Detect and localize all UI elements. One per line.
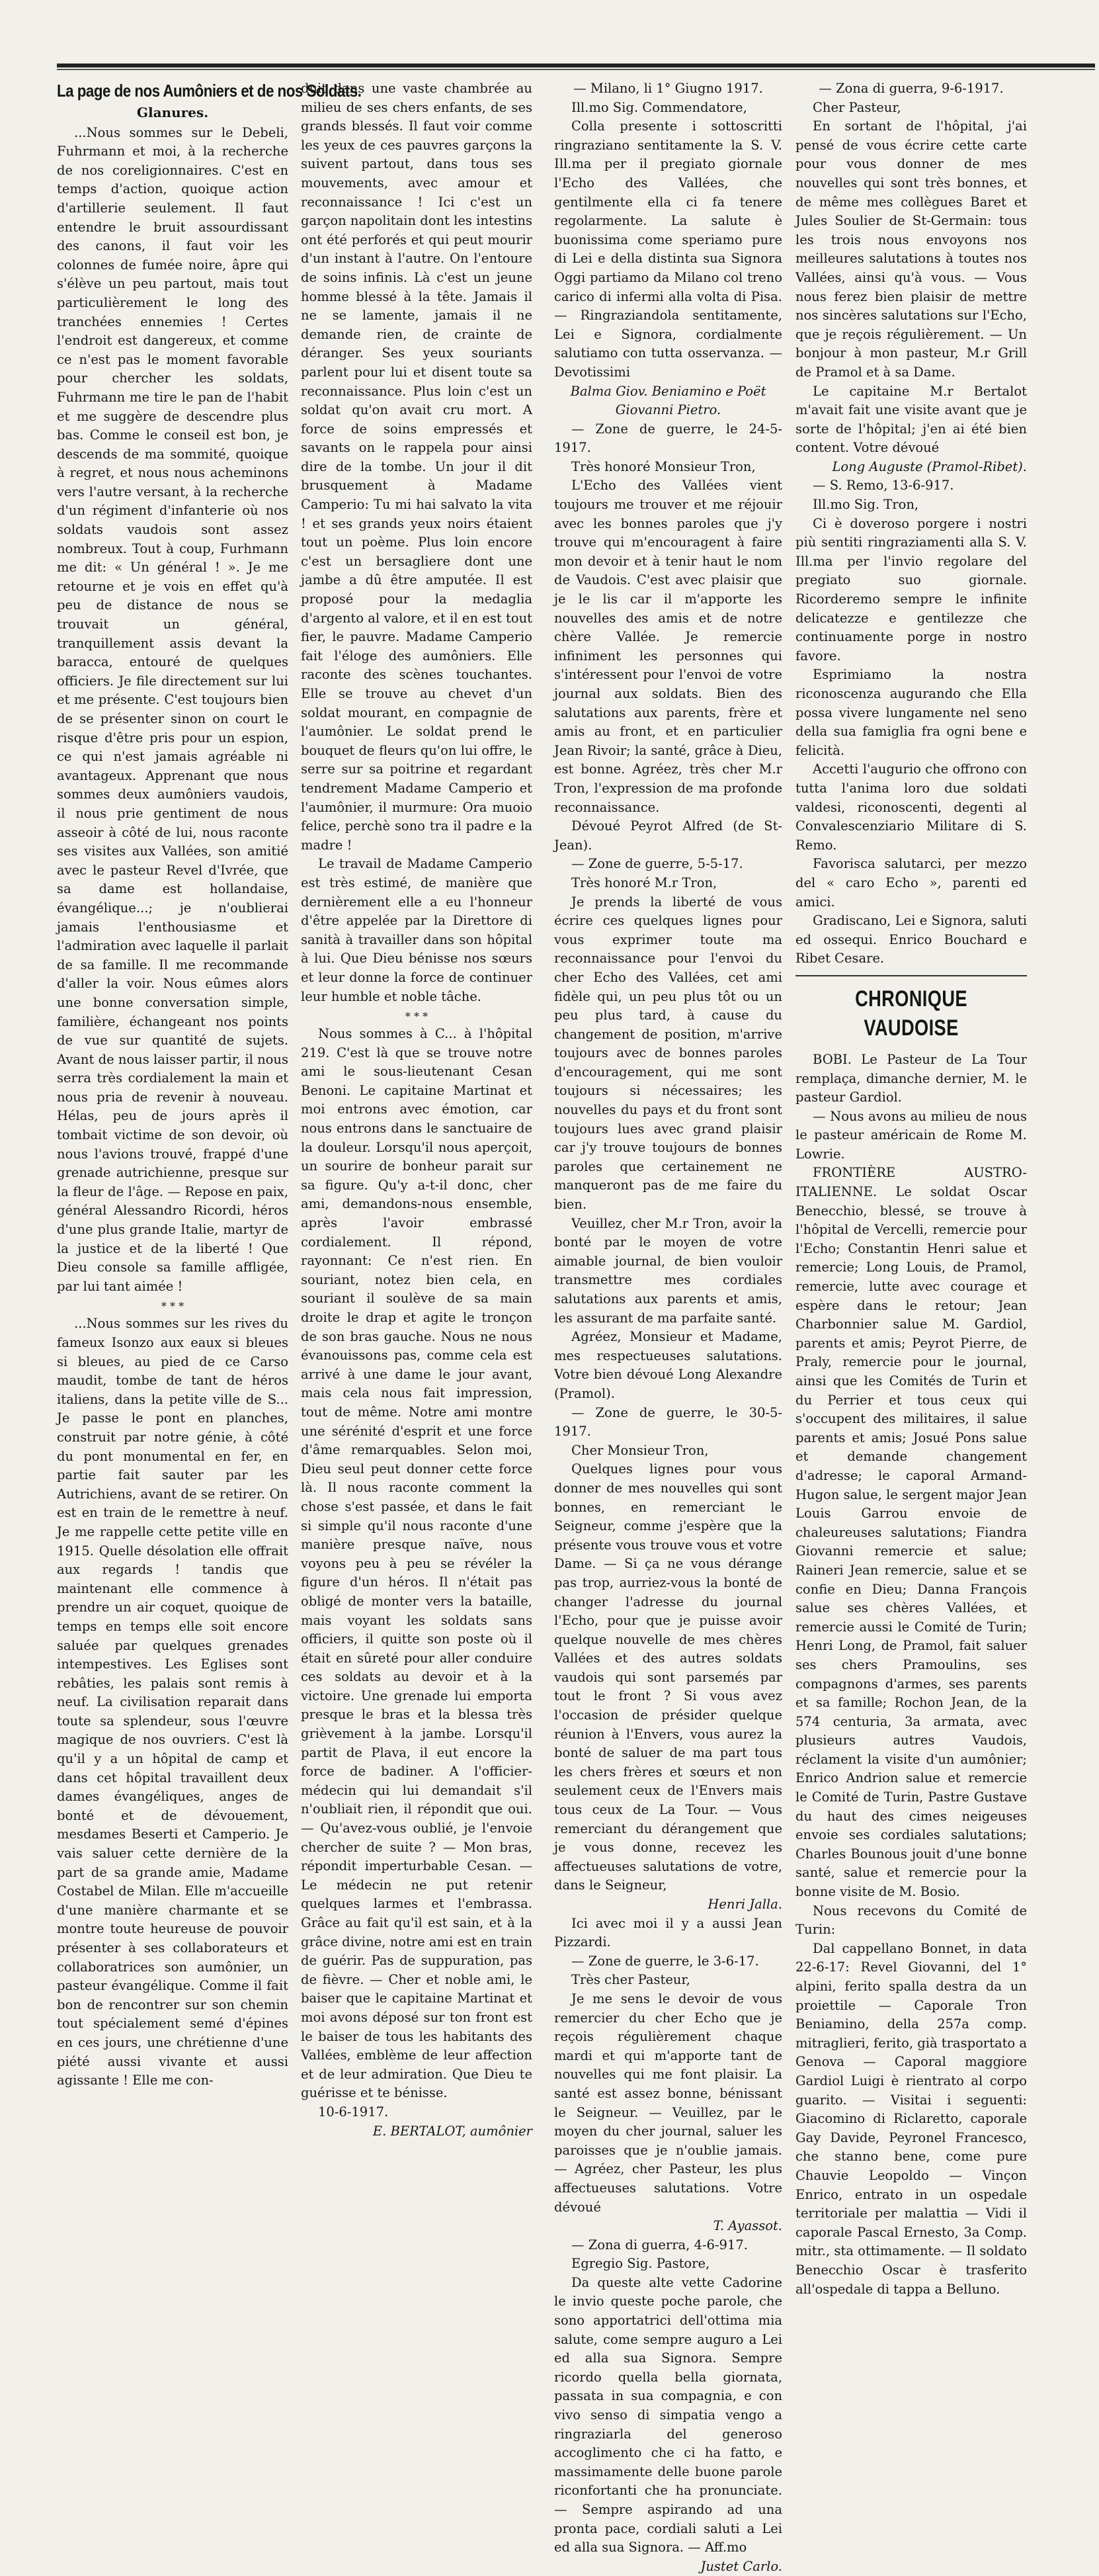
letter-dateline: — Zone de guerre, le 30-5-1917. bbox=[554, 1404, 782, 1439]
letter-signature: Balma Giov. Beniamino e Poët Giovanni Pietro. bbox=[570, 383, 766, 418]
letter-signature: T. Ayassot. bbox=[713, 2218, 782, 2234]
top-rule-thin bbox=[57, 69, 1095, 70]
letter-body: Ci è doveroso porgere i nostri più sentiti ringraziamenti alla S. V. Ill.ma per l'invio regolare del pregiato suo giornale. Ricorderemo sempre le infinite delicatezze e gentilezze che continuamente porge in nostro favore. bbox=[795, 515, 1027, 664]
column-2 bbox=[301, 79, 532, 2141]
letter-body: Ici avec moi il y a aussi Jean Pizzardi. bbox=[554, 1915, 782, 1950]
section-heading-chronique: CHRONIQUE VAUDOISE bbox=[855, 986, 967, 1041]
paragraph: Nous sommes à C... à l'hôpital 219. C'est là que se trouve notre ami le sous-lieutenant Cesan Benoni. Le capitaine Martinat et moi entrons avec émotion, car nous entrons dans le sanctuaire de la douleur. Lorsqu'il nous aperçoit, un sourire de bonheur parait sur sa figure. Qu'y a-t-il donc, cher ami, demandons-nous ensemble, après l'avoir embrassé cordialement. Il répond, rayonnant: Ce n'est rien. En souriant, notez bien cela, en souriant il soulève de sa main droite le drap et agite le tronçon de son bras gauche. Nous ne nous évanouissons pas, comme cela est arrivé à une dame le jour avant, mais cela nous fait impression, tout de même. Notre ami montre une sérénité d'esprit et une force d'âme remarquables. Selon moi, Dieu seul peut donner cette force là. Il nous raconte comment la chose s'est passée, et dans le fait si simple qu'il nous raconte d'une manière presque naïve, nous voyons peu à peu se révéler la figure d'un héros. Il n'était pas obligé de monter vers la bataille, mais voyant les soldats sans officiers, il quitte son poste où il était en sûreté pour aller conduire ces soldats au devoir et à la victoire. Une grenade lui emporta presque le bras et la blessa très grièvement à la jambe. Lorsqu'il partit de Plava, il eut encore la force de badiner. A l'officier-médecin qui lui demandait s'il n'oubliait rien, il répondit que oui. — Qu'avez-vous oublié, je l'envoie chercher de suite ? — Mon bras, répondit imperturbable Cesan. — Le médecin ne put retenir quelques larmes et l'embrassa. Grâce au fait qu'il est sain, et à la grâce divine, notre ami est en train de guérir. Pas de suppuration, pas de fièvre. — Cher et noble ami, le baiser que le capitaine Martinat et moi avons déposé sur ton front est le baiser de tous les habitants des Vallées, emblème de leur affection et de leur admiration. Que Dieu te guérisse et te bénisse. bbox=[301, 1026, 532, 2101]
paragraph: ...Nous sommes sur le Debeli, Fuhrmann et moi, à la recherche de nos coreligionnaires. C'est en temps d'action, quoique action d'artillerie seulement. Il faut entendre le bruit assourdissant des canons, il faut voir les colonnes de fumée noire, âpre qui s'élève un peu partout, mais tout particulièrement le long des tranchées ennemies ! Certes l'endroit est dangereux, et comme ce n'est pas le moment favorable pour chercher les soldats, Fuhrmann me tire le pan de l'habit et me suggère de descendre plus bas. Comme le conseil est bon, je descends de ma sommité, quoique à regret, et nous nous acheminons vers l'autre versant, à la recherche d'un régiment d'infanterie où nos soldats vaudois sont assez nombreux. Tout à coup, Furhmann me dit: « Un général ! ». Je me retourne et je vois en effet qu'à peu de distance de nous se trouvait un général, tranquillement assis devant la baracca, entouré de quelques officiers. Je file directement sur lui et me présente. C'est toujours bien de se présenter sinon on court le risque d'être pris pour un espion, ce qui n'est jamais agréable ni avantageux. Apprenant que nous sommes deux aumôniers vaudois, il nous prie gentiment de nous asseoir à côté de lui, nous raconte ses visites aux Vallées, son amitié avec le pasteur Revel d'Ivrée, que sa dame est hollandaise, évangélique...; je n'oublierai jamais l'enthousiasme et l'admiration avec laquelle il parlait de sa famille. Il me recommande d'aller la voir. Nous eûmes alors une bonne conversation simple, familière, échangeant nos points de vue sur quantité de sujets. Avant de nous laisser partir, il nous serra très cordialement la main et nous pria de revenir à nouveau. Hélas, peu de jours après il tombait victime de son devoir, où nous l'avions trouvé, frappé d'une grenade autrichienne, presque sur la fleur de l'âge. — Repose en paix, général Alessandro Ricordi, héros d'une plus grande Italie, martyr de la justice et de la liberté ! Que Dieu console sa famille affligée, par lui tant aimée ! bbox=[57, 124, 288, 1294]
letter-salutation: Très honoré M.r Tron, bbox=[571, 875, 717, 890]
news-item: Dal cappellano Bonnet, in data 22-6-17: Revel Giovanni, del 1° alpini, ferito spalla destra da un proiettile — Caporale Tron Beniamino, della 257a comp. mitraglieri, ferito, già trasportato a Genova — Caporal maggiore Gardiol Luigi è rientrato al corpo guarito. — Visitai i seguenti: Giacomino di Riclaretto, caporale Gay Davide, Peyronel Francesco, che stanno bene, come pure Chauvie Leopoldo — Vinçon Enrico, entrato in un ospedale territoriale per malattia — Vidi il caporale Pascal Ernesto, 3a Comp. mitr., sta ottimamente. — Il soldato Benecchio Oscar è trasferito all'ospedale di tappa a Belluno. bbox=[795, 1940, 1027, 2297]
letter-body: Je prends la liberté de vous écrire ces quelques lignes pour vous exprimer toute ma reconnaissance pour l'envoi du cher Echo des Vallées, cet ami fidèle qui, un peu plus tôt ou un peu plus tard, à cause du changement de position, m'arrive toujours avec de bonnes paroles d'encouragement, qui me sont toujours si nécessaires; les nouvelles du pays et du front sont toujours lues avec grand plaisir car j'y trouve toujours de bonnes paroles que certainement ne manqueront pas de me faire du bien. bbox=[554, 894, 782, 1213]
dateline: 10-6-1917. bbox=[318, 2104, 389, 2120]
paragraph: ...Nous sommes sur les rives du fameux Isonzo aux eaux si bleues si bleues, au pied de ce Carso maudit, tombe de tant de héros italiens, dans la petite ville de S... Je passe le pont en planches, construit par notre génie, à côté du pont monumental en fer, en partie fait sauter par les Autrichiens, avant de se retirer. On est en train de le remettre à neuf. Je me rappelle cette petite ville en 1915. Quelle désolation elle offrait aux regards ! tandis que maintenant elle commence à prendre un air coquet, quoique de temps en temps elle soit encore saluée par quelques grenades intempestives. Les Eglises sont rebâties, les palais sont remis à neuf. La civilisation reparait dans toute sa splendeur, sous l'œuvre magique de nos ouvriers. C'est là qu'il y a un hôpital de camp et dans cet hôpital travaillent deux dames évangéliques, anges de bonté et de dévouement, mesdames Beserti et Camperio. Je vais saluer cette dernière de la part de sa grande amie, Madame Costabel de Milan. Elle m'accueille d'une manière charmante et se montre toute heureuse de pouvoir présenter à ses collaborateurs et collaboratrices son aumônier, un pasteur évangélique. Comme il fait bon de rencontrer sur son chemin tout spécialement semé d'épines en ces jours, une chrétienne d'une piété aussi vivante et aussi agissante ! Elle me con- bbox=[57, 1316, 288, 2088]
letter-body: Agréez, Monsieur et Madame, mes respectueuses salutations. Votre bien dévoué Long Alexandre (Pramol). bbox=[554, 1329, 782, 1401]
top-rule bbox=[57, 64, 1095, 67]
letter-salutation: Très honoré Monsieur Tron, bbox=[571, 458, 756, 474]
letter-body: Quelques lignes pour vous donner de mes nouvelles qui sont bonnes, en remerciant le Seigneur, comme j'espère que la présente vous trouve vous et votre Dame. — Si ça ne vous dérange pas trop, aurriez-vous la bonté de changer l'adresse du journal l'Echo, pour que je puisse avoir quelque nouvelle de mes chères Vallées et des autres soldats vaudois qui sont parsemés par tout le front ? Si vous avez l'occasion de présider quelque réunion à l'Envers, vous aurez la bonté de saluer de ma part tous les chers frères et sœurs et non seulement ceux de l'Envers mais tous ceux de La Tour. — Vous remerciant du dérangement que je vous donne, recevez les affectueuses salutations de votre, dans le Seigneur, bbox=[554, 1461, 782, 1893]
letter-salutation: Egregio Sig. Pastore, bbox=[571, 2256, 710, 2272]
letter-salutation: Cher Monsieur Tron, bbox=[571, 1442, 709, 1458]
letter-dateline: — Zone de guerre, 5-5-17. bbox=[571, 856, 743, 872]
letter-dateline: — Zone de guerre, le 24-5-1917. bbox=[554, 421, 782, 456]
letter-body: Veuillez, cher M.r Tron, avoir la bonté par le moyen de votre aimable journal, de bien vouloir transmettre mes cordiales salutations aux parents et amis, les assurant de ma parfaite santé. bbox=[554, 1215, 782, 1326]
letter-dateline: — Zone de guerre, le 3-6-17. bbox=[571, 1953, 759, 1969]
column-4 bbox=[795, 79, 1027, 2299]
letter-body: Favorisca salutarci, per mezzo del « caro Echo », parenti ed amici. bbox=[795, 856, 1027, 910]
letter-dateline: — Zona di guerra, 9-6-1917. bbox=[819, 81, 1004, 96]
column-1 bbox=[57, 79, 362, 2090]
letter-body: Je me sens le devoir de vous remercier du cher Echo que je reçois régulièrement chaque mardi et qui m'apporte tant de nouvelles qui me font plaisir. La santé est assez bonne, bénissant le Seigneur. — Veuillez, par le moyen du cher journal, saluer les paroisses que je n'oublie jamais. — Agréez, cher Pasteur, les plus affectueuses salutations. Votre dévoué bbox=[554, 1991, 782, 2215]
news-item: BOBI. Le Pasteur de La Tour remplaça, dimanche dernier, M. le pasteur Gardiol. bbox=[795, 1051, 1027, 1105]
paragraph: Le travail de Madame Camperio est très estimé, de manière que dernièrement elle a eu l'honneur d'être appelée par la Direttore di sanità à travailler dans son hôpital à lui. Que Dieu bénisse nos sœurs et leur donne la force de continuer leur humble et noble tâche. bbox=[301, 856, 532, 1004]
letter-signature: Henri Jalla. bbox=[708, 1897, 782, 1912]
letter-body: Le capitaine M.r Bertalot m'avait fait une visite avant que je sorte de l'hôpital; j'en ai été bien content. Votre dévoué bbox=[795, 383, 1027, 456]
letter-signature: Long Auguste (Pramol-Ribet). bbox=[832, 458, 1027, 474]
section-subheading: Glanures. bbox=[136, 105, 209, 120]
letter-body: En sortant de l'hôpital, j'ai pensé de vous écrire cette carte pour vous donner de mes nouvelles qui sont très bonnes, et de même mes collègues Baret et Jules Soulier de St-Germain: tous les trois nous envoyons nos meilleures salutations à toutes nos Vallées, ainsi qu'à vous. — Vous nous ferez bien plaisir de mettre nos sincères salutations sur l'Echo, que je reçois régulièrement. — Un bonjour à mon pasteur, M.r Grill de Pramol et à sa Dame. bbox=[795, 118, 1027, 380]
letter-dateline: — Zona di guerra, 4-6-917. bbox=[571, 2237, 748, 2253]
letter-signature: Dévoué Peyrot Alfred (de St-Jean). bbox=[554, 818, 782, 853]
section-separator: * * * bbox=[405, 1010, 428, 1023]
signature: E. BERTALOT, aumônier bbox=[372, 2123, 532, 2139]
letter-salutation: Ill.mo Sig. Commendatore, bbox=[571, 99, 747, 115]
letter-body: Da queste alte vette Cadorine le invio queste poche parole, che sono apportatrici dell'ottima mia salute, come sempre auguro a Lei ed alla sua Signora. Sempre ricordo quella bella giornata, passata in sua compagnia, e con vivo senso di simpatia vengo a ringraziarla del generoso accoglimento che ci ha fatto, e massimamente delle buone parole riconfortanti che ha pronunciate. — Sempre aspirando ad una pronta pace, cordiali saluti a Lei ed alla sua Signora. — Aff.mo bbox=[554, 2274, 782, 2555]
news-item: FRONTIÈRE AUSTRO-ITALIENNE. Le soldat Oscar Benecchio, blessé, se trouve à l'hôpital de Vercelli, remercie pour l'Echo; Constantin Henri salue et remercie; Long Louis, de Pramol, remercie, lutte avec courage et espère dans le retour; Jean Charbonnier salue M. Gardiol, parents et amis; Peyrot Pierre, de Praly, remercie pour le journal, ainsi que les Comités de Turin et du Perrier et tous ceux qui s'occupent des militaires, il salue parents et amis; Josué Pons salue et demande changement d'adresse; le caporal Armand-Hugon salue, le sergent major Jean Louis Garrou envoie de chaleureuses salutations; Fiandra Giovanni remercie et salue; Raineri Jean remercie, salue et se confie en Dieu; Danna François salue ses chères Vallées, et remercie aussi le Comité de Turin; Henri Long, de Pramol, fait saluer ses chers Pramoulins, ses compagnons d'armes, ses parents et sa famille; Rochon Jean, de la 574 centuria, 3a armata, avec plusieurs autres Vaudois, réclament la visite d'un aumônier; Enrico Andrion salue et remercie le Comité de Turin, Pastre Gustave du haut des cimes neigeuses envoie ses cordiales salutations; Charles Bounous jouit d'une bonne santé, salue et remercie pour la bonne visite de M. Bosio. bbox=[795, 1165, 1027, 1900]
letter-dateline: — Milano, li 1° Giugno 1917. bbox=[573, 81, 763, 96]
news-item: Nous recevons du Comité de Turin: bbox=[795, 1903, 1027, 1938]
section-divider bbox=[795, 975, 1027, 976]
page-heading: La page de nos Aumôniers et de nos Soldats. bbox=[57, 81, 362, 101]
letter-body: Gradiscano, Lei e Signora, saluti ed ossequi. Enrico Bouchard e Ribet Cesare. bbox=[795, 913, 1027, 966]
letter-body: Esprimiamo la nostra riconoscenza augurando che Ella possa vivere lungamente nel seno della sua famiglia fra ogni bene e felicità. bbox=[795, 667, 1027, 758]
letter-body: L'Echo des Vallées vient toujours me trouver et me réjouir avec les bonnes paroles que j'y trouve qui m'encouragent à faire mon devoir et à tenir haut le nom de Vaudois. C'est avec plaisir que je le lis car il m'apporte les nouvelles des amis et de notre chère Vallée. Je remercie infiniment les personnes qui s'intéressent pour l'envoi de votre journal aux soldats. Bien des salutations aux parents, frère et amis au front, et en particulier Jean Rivoir; la santé, grâce à Dieu, est bonne. Agréez, très cher M.r Tron, l'expression de ma profonde reconnaissance. bbox=[554, 478, 782, 815]
letter-signature: Justet Carlo. bbox=[700, 2558, 782, 2574]
letter-salutation: Cher Pasteur, bbox=[813, 99, 901, 115]
paragraph: duit dans une vaste chambrée au milieu de ses chers enfants, de ses grands blessés. Il faut voir comme les yeux de ces pauvres garçons la suivent partout, dans tous ses mouvements, avec amour et reconnaissance ! Ici c'est un garçon napolitain dont les intestins ont été perforés et qui peut mourir d'un instant à l'autre. On l'entoure de soins infinis. Là c'est un jeune homme blessé à la tête. Jamais il ne se lamente, jamais il ne demande rien, de crainte de déranger. Ses yeux souriants parlent pour lui et disent toute sa reconnaissance. Plus loin c'est un soldat qu'on avait cru mort. A force de soins empressés et savants on le rappela pour ainsi dire de la tombe. Un jour il dit brusquement à Madame Camperio: Tu mi hai salvato la vita ! et ses grands yeux noirs étaient tout un poème. Plus loin encore c'est un bersagliere dont une jambe a dû être amputée. Il est proposé pour la medaglia d'argento al valore, et il en est tout fier, le pauvre. Madame Camperio fait l'éloge des aumôniers. Elle raconte des scènes touchantes. Elle se trouve au chevet d'un soldat mourant, en compagnie de l'aumônier. Le soldat prend le bouquet de fleurs qu'on lui offre, le serre sur sa poitrine et regardant tendrement Madame Camperio et l'aumônier, il murmure: Ora muoio felice, perchè sono tra il padre e la madre ! bbox=[301, 81, 532, 853]
section-separator: * * * bbox=[161, 1300, 184, 1313]
letter-dateline: — S. Remo, 13-6-917. bbox=[813, 478, 954, 494]
letter-salutation: Très cher Pasteur, bbox=[571, 1972, 690, 1988]
news-item: — Nous avons au milieu de nous le pasteur américain de Rome M. Lowrie. bbox=[795, 1108, 1027, 1162]
letter-salutation: Ill.mo Sig. Tron, bbox=[813, 497, 919, 513]
column-3 bbox=[554, 79, 782, 2576]
letter-body: Colla presente i sottoscritti ringraziano sentitamente la S. V. Ill.ma per il pregiato giornale l'Echo des Vallées, che gentilmente ella ci fa tenere regolarmente. La salute è buonissima come speriamo pure di Lei e della distinta sua Signora Oggi partiamo da Milano col treno carico di infermi alla volta di Pisa. — Ringraziandola sentitamente, Lei e Signora, cordialmente salutiamo con tutta osservanza. — Devotissimi bbox=[554, 118, 782, 380]
letter-body: Accetti l'augurio che offrono con tutta l'anima loro due soldati valdesi, riconoscenti, degenti al Convalescenziario Militare di S. Remo. bbox=[795, 761, 1027, 853]
